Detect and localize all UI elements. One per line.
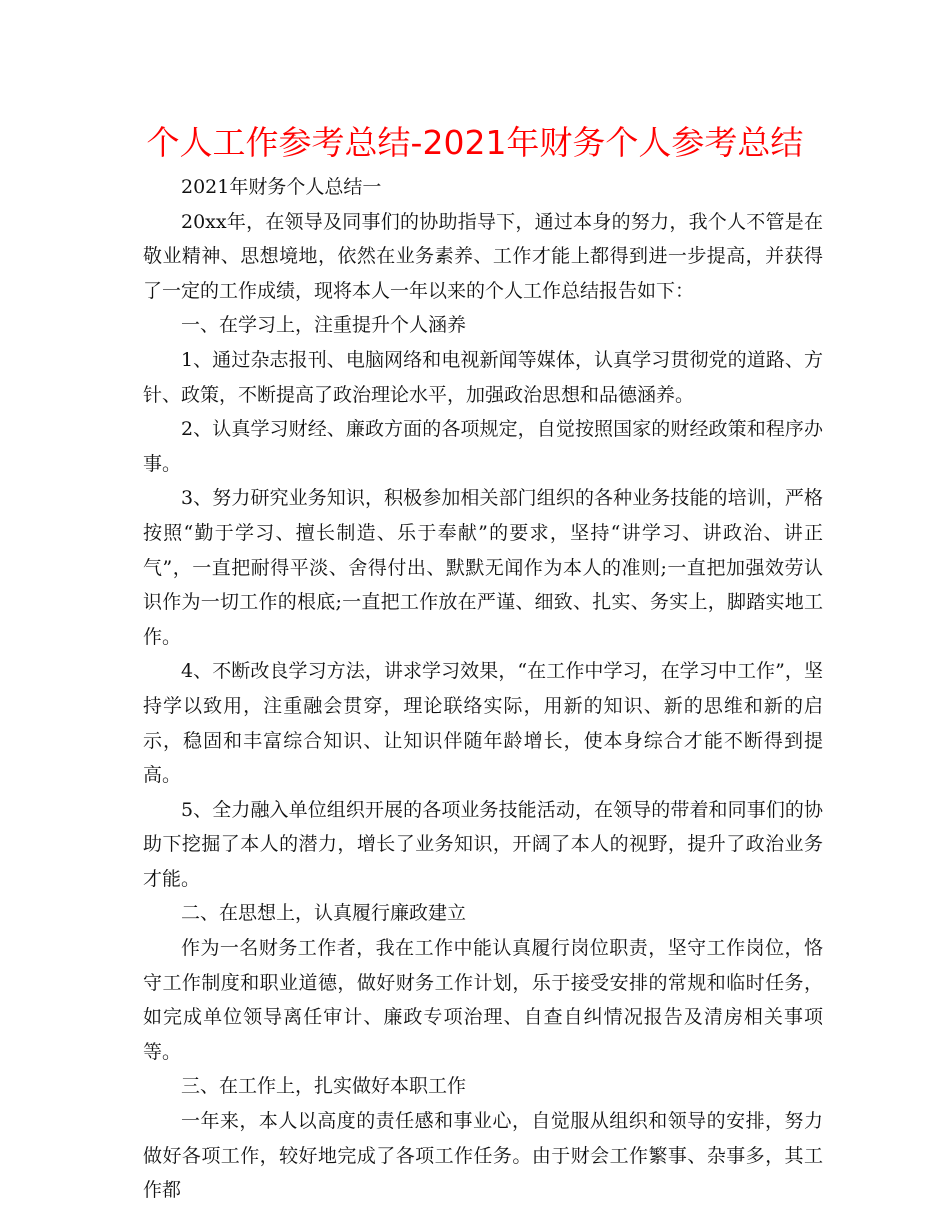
- paragraph-intro: 20xx年，在领导及同事们的协助指导下，通过本身的努力，我个人不管是在敬业精神、思想境地，依然在业务素养、工作才能上都得到进一步提高，并获得了一定的工作成绩，现将本人一年以来的个人工作总结报告如下：: [143, 210, 823, 302]
- paragraph-item-3: 3、努力研究业务知识，积极参加相关部门组织的各种业务技能的培训，严格按照“勤于学习、擅长制造、乐于奉献”的要求，坚持“讲学习、讲政治、讲正气”，一直把耐得平淡、舍得付出、默默无闻作为本人的准则;一直把加强效劳认识作为一切工作的根底;一直把工作放在严谨、细致、扎实、务实上，脚踏实地工作。: [143, 487, 823, 648]
- section-heading-study: 一、在学习上，注重提升个人涵养: [181, 314, 467, 337]
- section-heading-work: 三、在工作上，扎实做好本职工作: [181, 1075, 467, 1098]
- paragraph-item-1: 1、通过杂志报刊、电脑网络和电视新闻等媒体，认真学习贯彻党的道路、方针、政策，不断提高了政治理论水平，加强政治思想和品德涵养。: [143, 348, 823, 406]
- document-body: [143, 170, 823, 1208]
- paragraph-work: 一年来，本人以高度的责任感和事业心，自觉服从组织和领导的安排，努力做好各项工作，较好地完成了各项工作任务。由于财会工作繁事、杂事多，其工作都: [143, 1110, 823, 1202]
- paragraph-item-4: 4、不断改良学习方法，讲求学习效果，“在工作中学习，在学习中工作”，坚持学以致用，注重融会贯穿，理论联络实际，用新的知识、新的思维和新的启示，稳固和丰富综合知识、让知识伴随年龄增长，使本身综合才能不断得到提高。: [143, 660, 823, 787]
- paragraph-thought: 作为一名财务工作者，我在工作中能认真履行岗位职责，坚守工作岗位，恪守工作制度和职业道德，做好财务工作计划，乐于接受安排的常规和临时任务，如完成单位领导离任审计、廉政专项治理、自查自纠情况报告及清房相关事项等。: [143, 937, 823, 1063]
- section-heading-thought: 二、在思想上，认真履行廉政建立: [181, 902, 467, 925]
- paragraph-subtitle: 2021年财务个人总结一: [181, 176, 382, 198]
- document-title: 个人工作参考总结-2021年财务个人参考总结: [146, 123, 804, 162]
- paragraph-item-5: 5、全力融入单位组织开展的各项业务技能活动，在领导的带着和同事们的协助下挖掘了本人的潜力，增长了业务知识，开阔了本人的视野，提升了政治业务才能。: [143, 798, 823, 890]
- paragraph-item-2: 2、认真学习财经、廉政方面的各项规定，自觉按照国家的财经政策和程序办事。: [143, 418, 823, 475]
